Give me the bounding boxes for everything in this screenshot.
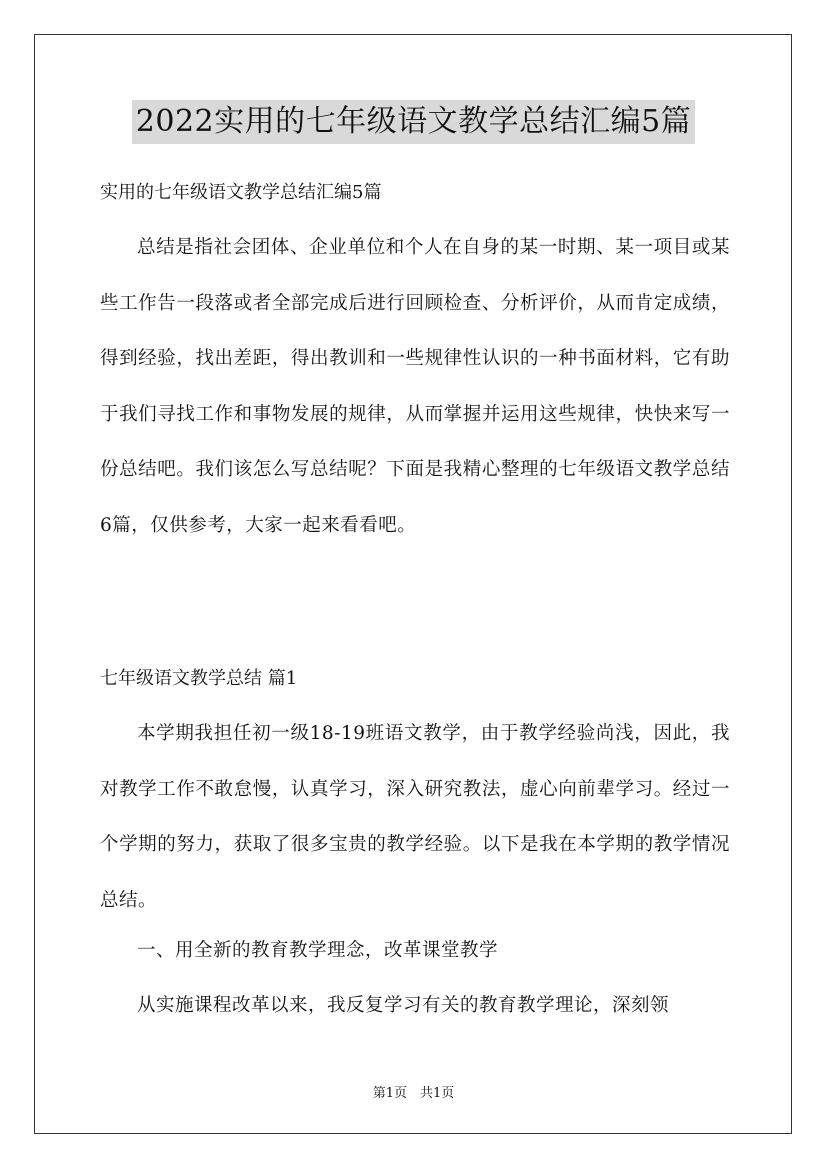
- section-paragraph: 本学期我担任初一级18-19班语文教学，由于教学经验尚浅，因此，我对教学工作不敢怠慢，认真学习，深入研究教法，虚心向前辈学习。经过一个学期的努力，获取了很多宝贵的教学经验。以下是我在本学期的教学情况总结。: [100, 723, 730, 911]
- point-heading: 一、用全新的教育教学理念，改革课堂教学: [137, 940, 499, 961]
- title-container: [0, 100, 827, 144]
- page-footer: 第1页 共1页: [372, 1086, 455, 1101]
- intro-paragraph: 总结是指社会团体、企业单位和个人在自身的某一时期、某一项目或某些工作告一段落或者全部完成后进行回顾检查、分析评价，从而肯定成绩，得到经验，找出差距，得出教训和一些规律性认识的一种书面材料，它有助于我们寻找工作和事物发展的规律，从而掌握并运用这些规律，快快来写一份总结吧。我们该怎么写总结呢？下面是我精心整理的七年级语文教学总结6篇，仅供参考，大家一起来看看吧。: [100, 237, 730, 536]
- document-subtitle: 实用的七年级语文教学总结汇编5篇: [100, 182, 382, 203]
- section-heading: 七年级语文教学总结 篇1: [100, 668, 298, 689]
- point-paragraph: 从实施课程改革以来，我反复学习有关的教育教学理论，深刻领: [137, 995, 670, 1016]
- document-title: 2022实用的七年级语文教学总结汇编5篇: [132, 100, 695, 144]
